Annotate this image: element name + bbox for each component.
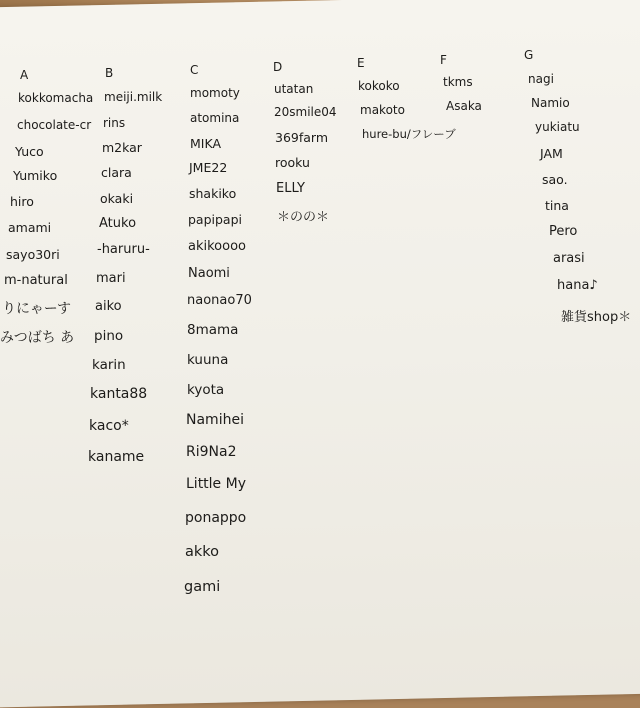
column-a-name: Yuco — [15, 144, 44, 159]
column-g-name: arasi — [553, 251, 585, 266]
column-header-a: A — [20, 68, 29, 82]
column-header-b: B — [105, 66, 114, 80]
column-a-name: kokkomacha — [18, 91, 94, 105]
column-b-name: meiji.milk — [104, 90, 163, 104]
column-b-name: rins — [103, 116, 126, 130]
column-d-name: utatan — [274, 82, 314, 96]
column-a-name: sayo30ri — [6, 247, 60, 262]
column-c-name: MIKA — [190, 136, 221, 151]
column-g-name: hana♪ — [557, 278, 598, 293]
column-a-name: chocolate-cr — [17, 118, 92, 132]
column-header-c: C — [190, 63, 199, 77]
column-c-name: ponappo — [185, 510, 247, 526]
column-b-name: m2kar — [102, 140, 142, 155]
column-c-name: shakiko — [189, 186, 237, 201]
column-a-name: りにゃーす — [2, 301, 72, 317]
column-c-name: Naomi — [188, 266, 230, 281]
column-c-name: papipapi — [188, 212, 243, 227]
column-d-name: ＊のの＊ — [277, 210, 330, 225]
column-c-name: Little My — [186, 476, 246, 492]
column-header-e: E — [357, 56, 365, 70]
column-c-name: naonao70 — [187, 293, 252, 308]
column-c-name: Namihei — [186, 412, 244, 428]
column-c-name: momoty — [190, 86, 240, 100]
column-d-name: 20smile04 — [274, 105, 337, 119]
column-g-name: yukiatu — [535, 120, 580, 134]
column-b-name: -haruru- — [97, 242, 150, 257]
column-c-name: kuuna — [187, 352, 229, 368]
column-a-name: m-natural — [4, 273, 68, 288]
column-header-g: G — [524, 48, 534, 62]
column-c-name: atomina — [190, 111, 240, 125]
column-c-name: akko — [185, 544, 220, 560]
column-b-name: okaki — [100, 191, 134, 206]
column-g-name: Namio — [531, 96, 570, 110]
column-d-name: ELLY — [276, 181, 305, 196]
column-b-name: kanta88 — [90, 386, 148, 402]
column-a-name: amami — [8, 220, 52, 235]
column-c-name: Ri9Na2 — [186, 444, 237, 460]
column-g-name: Pero — [549, 224, 578, 239]
column-d-name: rooku — [275, 155, 310, 170]
column-b-name: karin — [92, 357, 126, 373]
column-g-name: 雑貨shop＊ — [561, 310, 632, 325]
column-g-name: tina — [545, 198, 569, 213]
column-c-name: 8mama — [187, 322, 239, 338]
column-c-name: JME22 — [189, 160, 228, 175]
column-g-name: nagi — [528, 72, 554, 86]
column-c-name: akikoooo — [188, 239, 246, 254]
column-g-name: JAM — [540, 146, 563, 161]
column-c-name: kyota — [187, 382, 225, 398]
column-header-f: F — [440, 53, 447, 67]
column-b-name: aiko — [95, 299, 122, 314]
column-b-name: Atuko — [99, 216, 137, 231]
column-a-name: hiro — [10, 194, 34, 209]
column-b-name: kaco* — [89, 418, 129, 434]
column-g-name: sao. — [542, 172, 568, 187]
column-f-name: Asaka — [446, 99, 482, 113]
column-e-name: makoto — [360, 103, 405, 117]
column-e-name: kokoko — [358, 79, 400, 93]
column-b-name: clara — [101, 165, 132, 180]
column-b-name: pino — [94, 328, 124, 344]
column-d-name: 369farm — [275, 130, 329, 145]
column-b-name: mari — [96, 271, 126, 286]
column-f-name: tkms — [443, 75, 473, 89]
column-a-name: みつばち あ — [0, 330, 75, 346]
column-b-name: kaname — [88, 449, 145, 465]
column-e-name: hure-bu/フレーブ — [362, 127, 456, 141]
column-a-name: Yumiko — [13, 168, 58, 183]
column-c-name: gami — [184, 579, 221, 595]
column-header-d: D — [273, 60, 283, 74]
